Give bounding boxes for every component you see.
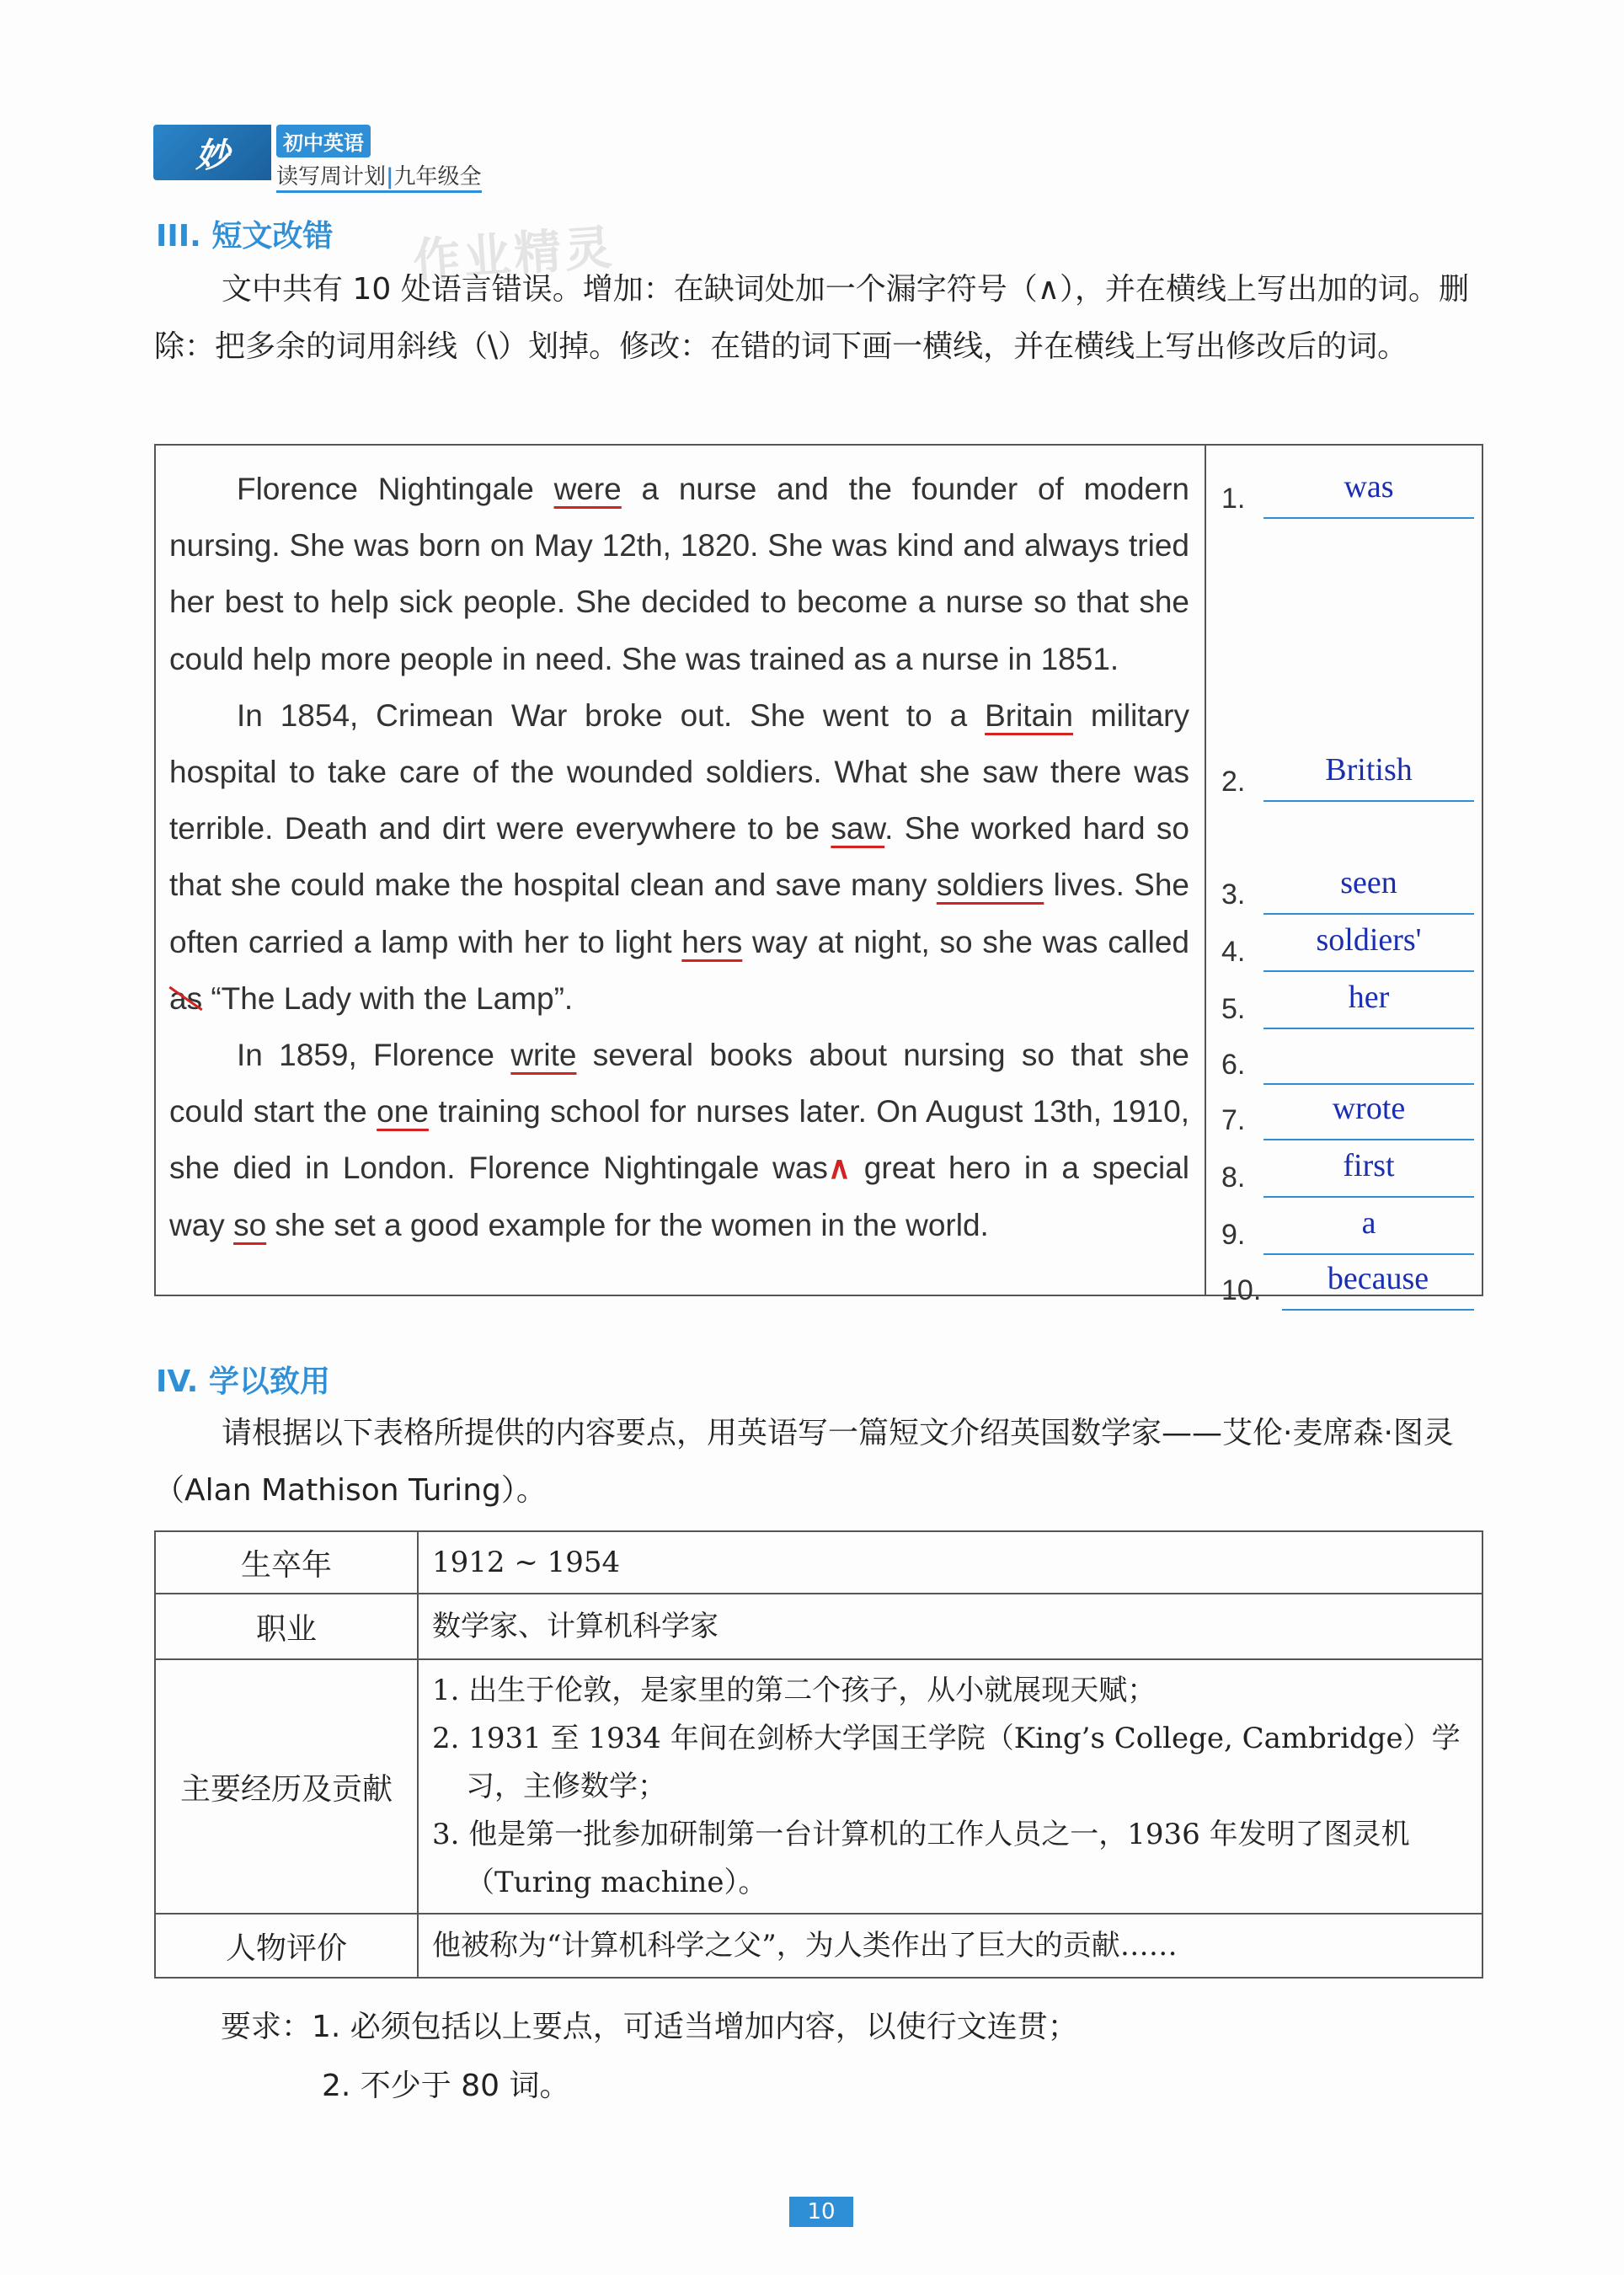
error-word: so — [233, 1207, 267, 1242]
error-word: saw — [831, 811, 885, 846]
answer-9: 9. a — [1221, 1199, 1474, 1255]
answer-blank[interactable] — [1263, 1034, 1474, 1085]
answer-blank[interactable]: her — [1263, 979, 1474, 1029]
table-row: 人物评价 他被称为“计算机科学之父”，为人类作出了巨大的贡献…… — [155, 1914, 1482, 1978]
table-row: 生卒年 1912 ~ 1954 — [155, 1531, 1482, 1594]
passage — [156, 446, 1206, 1295]
passage-paragraph-3: In 1859, Florence write several books about nursing so that she could start the one training school for nurses later. On August 13th, 1910, she died in London. Florence Nightingale was∧ great hero in a special way so she set a good example for the women in the world. — [169, 1038, 1189, 1242]
answer-8: 8. first — [1221, 1141, 1474, 1198]
table-row: 职业 数学家、计算机科学家 — [155, 1594, 1482, 1659]
answer-blank[interactable]: because — [1282, 1260, 1474, 1311]
answer-5: 5. her — [1221, 973, 1474, 1029]
answer-blank[interactable]: seen — [1263, 864, 1474, 915]
error-word: write — [510, 1038, 577, 1073]
answer-column — [1206, 446, 1482, 1306]
book-label: 读写周计划 — [276, 164, 387, 190]
answer-7: 7. wrote — [1221, 1084, 1474, 1140]
error-word: Britain — [985, 697, 1073, 733]
error-word: were — [553, 472, 622, 506]
passage-paragraph-1: Florence Nightingale were a nurse and the founder of modern nursing. She was born on May 12th, 1820. She was kind and always tried her best to help sick people. She decided to become a nurse so that she could help more people in need. She was trained as a nurse in 1851. — [169, 472, 1190, 676]
list-item: 3. 他是第一批参加研制第一台计算机的工作人员之一，1936 年发明了图灵机（Turing machine）。 — [432, 1817, 1410, 1899]
turing-info-table — [154, 1530, 1483, 1979]
requirement-2: 2. 不少于 80 词。 — [322, 2069, 570, 2103]
answer-blank[interactable]: a — [1263, 1204, 1474, 1255]
answer-blank[interactable]: soldiers' — [1263, 921, 1474, 972]
page-number: 10 — [789, 2197, 853, 2227]
insert-caret: ∧ — [827, 1151, 851, 1186]
error-word: hers — [681, 924, 743, 959]
series-label: 初中英语 — [276, 125, 371, 158]
answer-1: 1. was — [1221, 462, 1474, 519]
answer-blank[interactable]: first — [1263, 1147, 1474, 1198]
answer-10: 10. because — [1221, 1254, 1474, 1311]
error-word: soldiers — [936, 868, 1044, 903]
answer-3: 3. seen — [1221, 858, 1474, 915]
requirement-1: 要求：1. 必须包括以上要点，可适当增加内容，以使行文连贯； — [221, 2010, 1078, 2044]
section-3-title: III. 短文改错 — [156, 219, 334, 254]
table-row: 主要经历及贡献 1. 出生于伦敦，是家里的第二个孩子，从小就展现天赋； 2. 1931 至 1934 年间在剑桥大学国王学院（King’s College, Cambridge）学习，主修数学； 3. 他是第一批参加研制第一台计算机的工作人员之一，1936 年发明了图灵机（Turing machine）。 — [155, 1659, 1482, 1914]
section-3-instructions: 文中共有 10 处语言错误。增加：在缺词处加一个漏字符号（∧），并在横线上写出加的词。删除：把多余的词用斜线（\）划掉。修改：在错的词下画一横线，并在横线上写出修改后的词。 — [154, 272, 1470, 364]
error-correction-table — [154, 444, 1483, 1306]
passage-paragraph-2: In 1854, Crimean War broke out. She went to a Britain military hospital to take care of the wounded soldiers. What she saw there was terrible. Death and dirt were everywhere to be saw. She worked hard so that she could make the hospital clean and save many soldiers lives. She often carried a lamp with her to light hers way at night, so she was called as “The Lady with the Lamp”. — [169, 697, 1189, 1016]
answer-4: 4. soldiers' — [1221, 916, 1474, 972]
answer-2: 2. British — [1221, 745, 1474, 802]
answer-6: 6. — [1221, 1028, 1474, 1085]
grade-label: 九年级全 — [393, 164, 482, 190]
answer-blank[interactable]: was — [1263, 468, 1474, 519]
brand-header: 妙 初中英语 读写周计划|九年级全 — [153, 125, 482, 180]
answer-blank[interactable]: wrote — [1263, 1090, 1474, 1140]
watermark: 作业精灵 — [411, 220, 617, 290]
deleted-word: as — [169, 980, 203, 1016]
answer-blank[interactable]: British — [1263, 751, 1474, 802]
section-4-title: IV. 学以致用 — [156, 1364, 330, 1399]
list-item: 1. 出生于伦敦，是家里的第二个孩子，从小就展现天赋； — [432, 1673, 1157, 1707]
list-item: 2. 1931 至 1934 年间在剑桥大学国王学院（King’s College, Cambridge）学习，主修数学； — [432, 1721, 1461, 1803]
error-word: one — [377, 1094, 429, 1129]
section-4-instructions: 请根据以下表格所提供的内容要点，用英语写一篇短文介绍英国数学家——艾伦·麦席森·图灵（Alan Mathison Turing）。 — [154, 1416, 1454, 1508]
brand-logo: 妙 — [153, 125, 271, 180]
